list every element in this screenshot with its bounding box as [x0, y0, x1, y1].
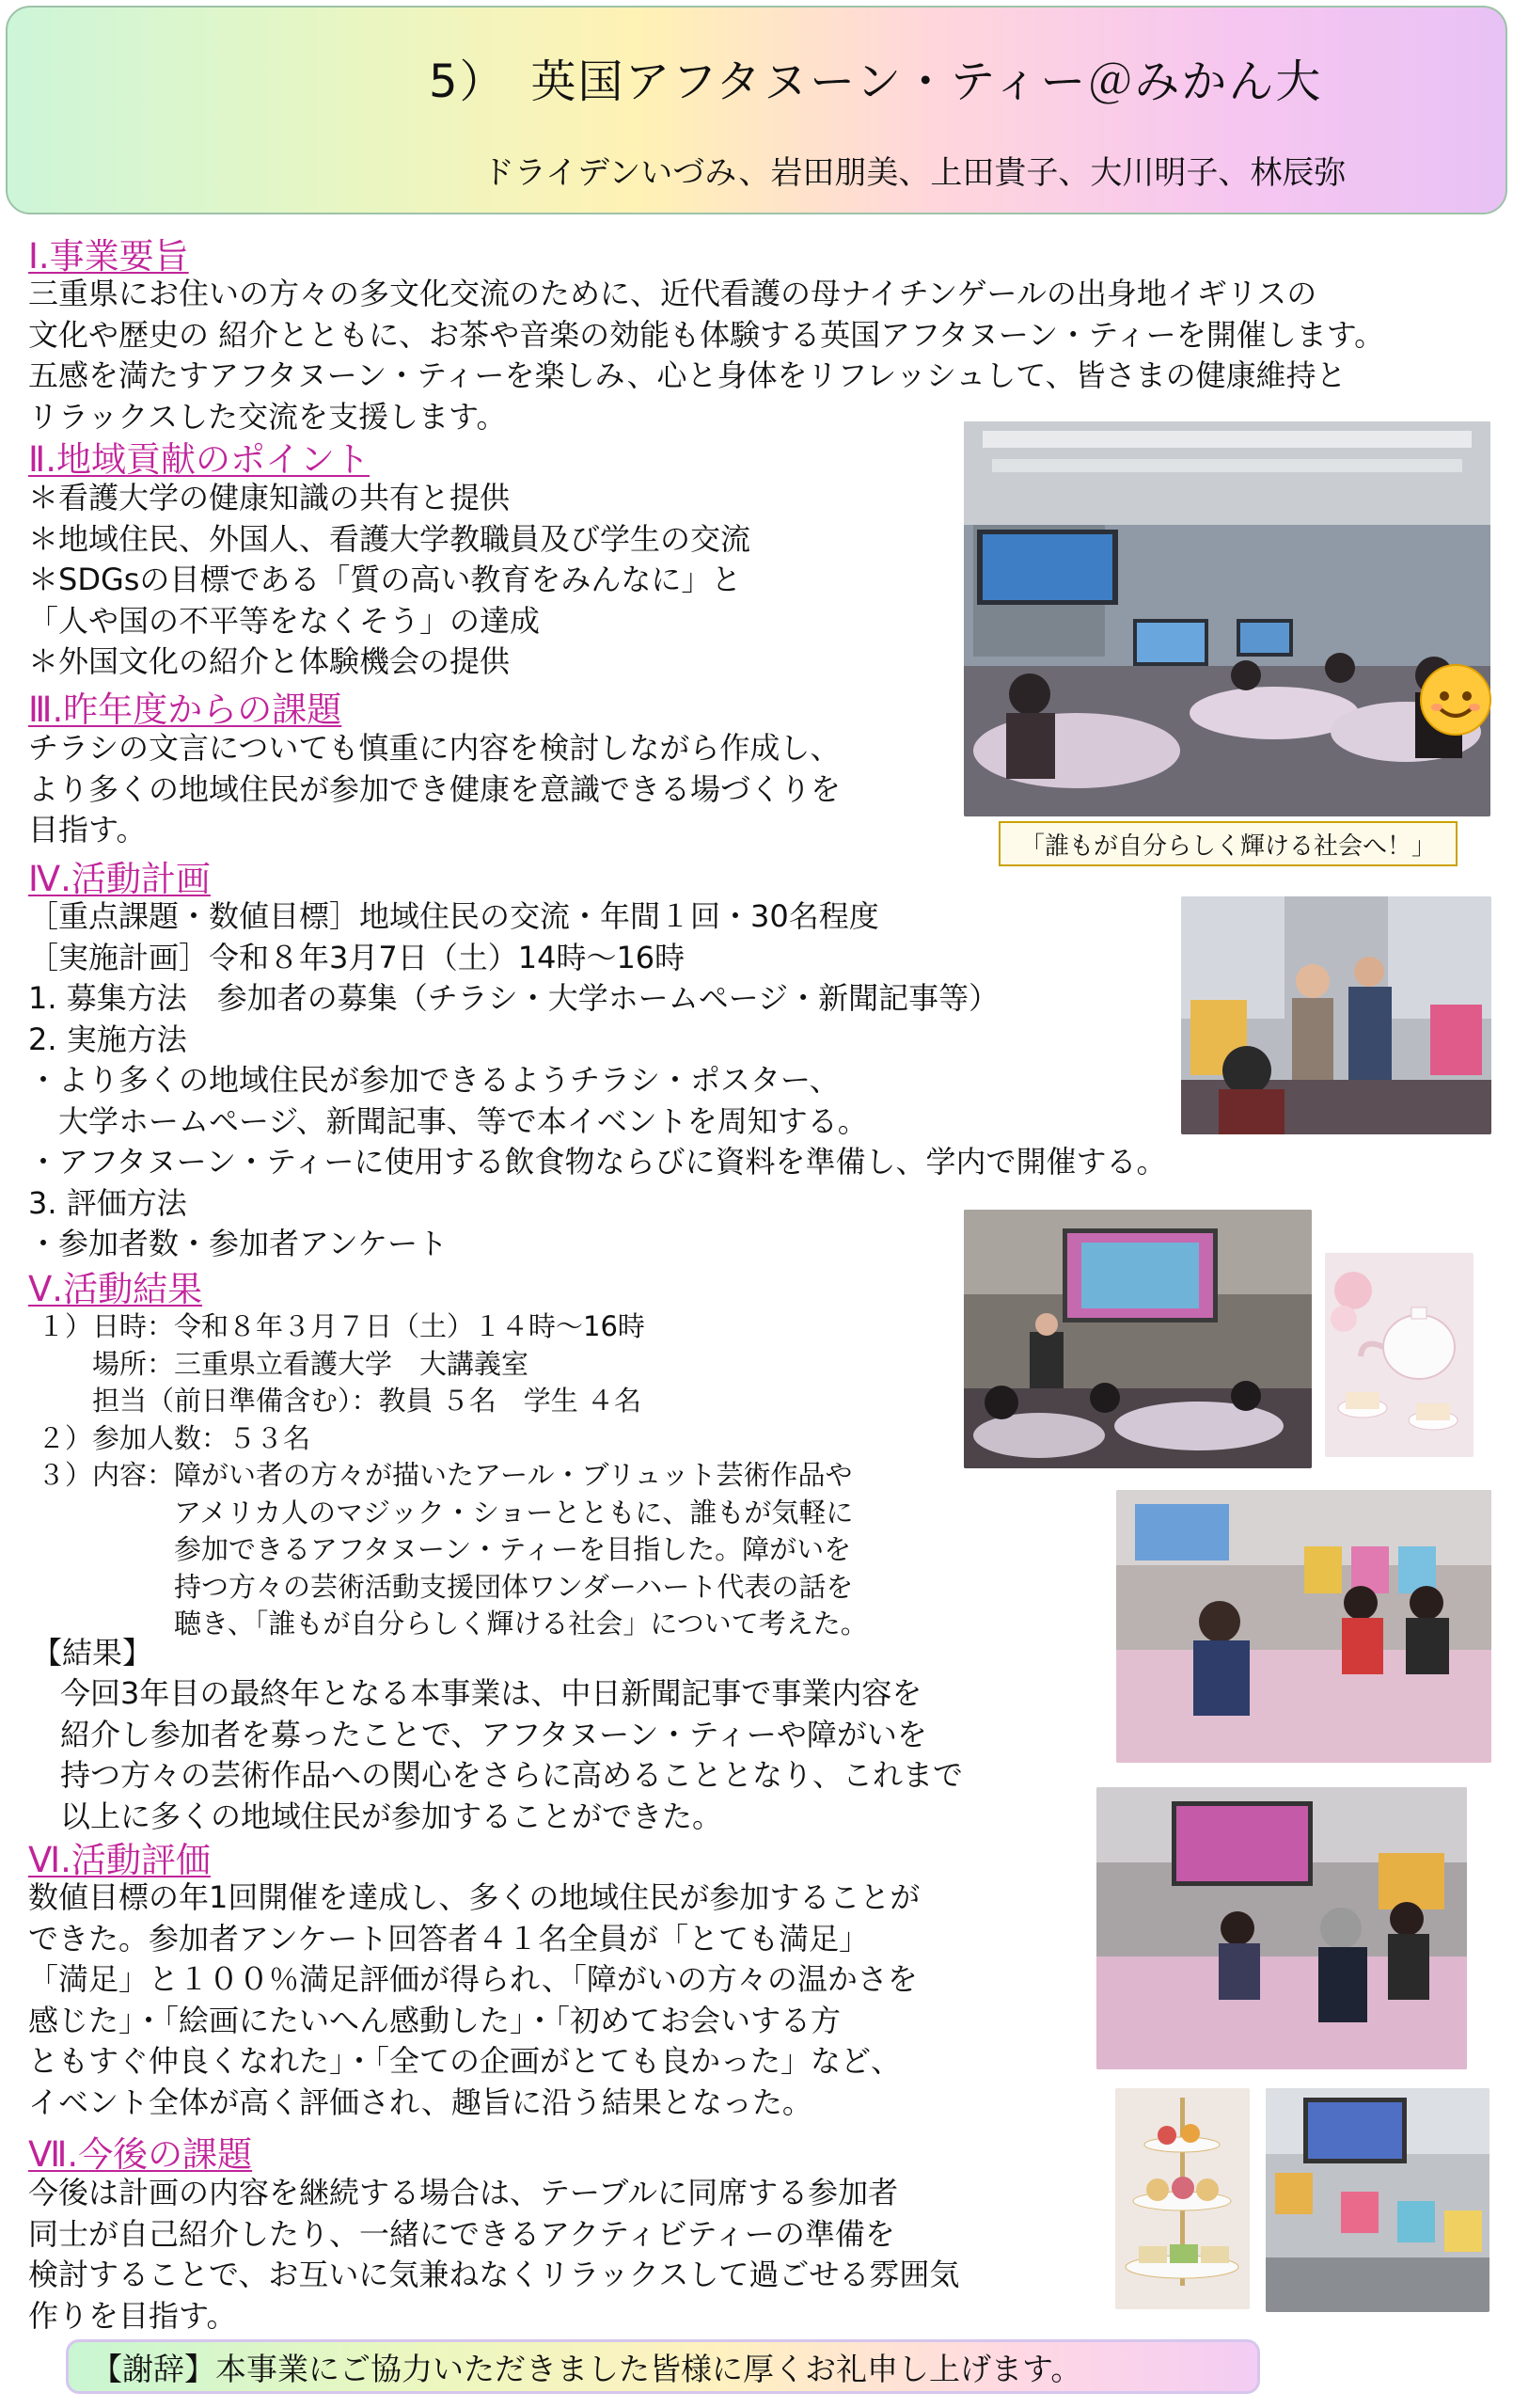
text-line: １）日時：令和８年３月７日（土）１４時～16時 [38, 1310, 645, 1342]
text-line: 「人や国の不平等をなくそう」の達成 [28, 602, 541, 639]
text-line: 検討することで、お互いに気兼ねなくリラックスして過ごせる雰囲気 [28, 2257, 960, 2292]
lecture-illustration [964, 1210, 1312, 1468]
text-line: イベント全体が高く評価され、趣旨に沿う結果となった。 [28, 2083, 812, 2120]
text-line: ＊外国文化の紹介と体験機会の提供 [28, 643, 511, 679]
text-line: 持つ方々の芸術作品への関心をさらに高めることとなり、これまで [60, 1757, 964, 1793]
text-line: 場所：三重県立看護大学 大講義室 [38, 1347, 529, 1380]
tea-party-photo-2 [1096, 1787, 1467, 2069]
section-body-3 [28, 728, 841, 851]
text-line: ・参加者数・参加者アンケート [28, 1226, 449, 1261]
text-line: 聴き、「誰もが自分らしく輝ける社会」について考えた。 [38, 1608, 868, 1640]
text-line: できた。参加者アンケート回答者４１名全員が「とても満足」 [28, 1920, 870, 1956]
lecture-photo [964, 1210, 1312, 1468]
event-hall-photo [964, 421, 1490, 816]
text-line: 今回3年目の最終年となる本事業は、中日新聞記事で事業内容を [60, 1675, 922, 1711]
text-line: 大学ホームページ、新聞記事、等で本イベントを周知する。 [28, 1102, 868, 1139]
text-line: 今後は計画の内容を継続する場合は、テーブルに同席する参加者 [28, 2175, 899, 2210]
section-heading-1: Ⅰ.事業要旨 [28, 236, 189, 277]
section-body-5 [38, 1308, 868, 1643]
text-line: ［重点課題・数値目標］地域住民の交流・年間１回・30名程度 [28, 898, 879, 934]
teapot-illustration [1325, 1253, 1474, 1457]
tea-party-illustration-2 [1096, 1787, 1467, 2069]
text-line: ［実施計画］令和８年3月7日（土）14時～16時 [28, 939, 686, 975]
text-line: 作りを目指す。 [28, 2297, 237, 2334]
text-line: 文化や歴史の 紹介とともに、お茶や音楽の効能も体験する英国アフタヌーン・ティーを開催します。 [28, 316, 1385, 353]
gallery-hall-photo [1266, 2088, 1489, 2312]
text-line: より多くの地域住民が参加でき健康を意識できる場づくりを [28, 770, 842, 807]
text-line: 2. 実施方法 [28, 1021, 187, 1057]
section-heading-7: Ⅶ.今後の課題 [28, 2134, 253, 2175]
text-line: 紹介し参加者を募ったことで、アフタヌーン・ティーや障がいを [60, 1716, 927, 1752]
section-heading-5: Ⅴ.活動結果 [28, 1269, 203, 1309]
section-heading-4: Ⅳ.活動計画 [28, 859, 211, 899]
text-line: リラックスした交流を支援します。 [28, 398, 507, 435]
result-body [60, 1673, 963, 1837]
tea-party-photo-1 [1116, 1490, 1491, 1763]
text-line: 三重県にお住いの方々の多文化交流のために、近代看護の母ナイチンゲールの出身地イギリスの [28, 276, 1317, 311]
text-line: 3. 評価方法 [28, 1184, 187, 1221]
section-body-7 [28, 2173, 959, 2337]
text-line: ＊SDGsの目標である「質の高い教育をみんなに」と [28, 562, 742, 597]
header-banner [6, 6, 1507, 214]
text-line: 参加できるアフタヌーン・ティーを目指した。障がいを [38, 1533, 852, 1565]
tea-party-illustration-1 [1116, 1490, 1491, 1763]
author-list: ドライデンいづみ、岩田朋美、上田貴子、大川明子、林辰弥 [482, 154, 1347, 192]
section-heading-3: Ⅲ.昨年度からの課題 [28, 689, 342, 730]
text-line: 目指す。 [28, 812, 147, 848]
teapot-photo [1325, 1253, 1474, 1457]
text-line: 1. 募集方法 参加者の募集（チラシ・大学ホームページ・新聞記事等） [28, 980, 1000, 1016]
section-body-1 [28, 274, 1384, 437]
text-line: ３）内容：障がい者の方々が描いたアール・ブリュット芸術作品や [38, 1459, 853, 1491]
photo-caption: 「誰もが自分らしく輝ける社会へ！」 [999, 821, 1458, 866]
magic-show-photo [1181, 896, 1491, 1134]
cake-stand-illustration [1115, 2088, 1250, 2309]
text-line: アメリカ人のマジック・ショーとともに、誰もが気軽に [38, 1496, 854, 1529]
text-line: チラシの文言についても慎重に内容を検討しながら作成し、 [28, 730, 841, 766]
text-line: 数値目標の年1回開催を達成し、多くの地域住民が参加することが [28, 1879, 921, 1915]
text-line: 「満足」と１００％満足評価が得られ、「障がいの方々の温かさを [28, 1961, 918, 1997]
section-body-2 [28, 478, 750, 683]
text-line: 同士が自己紹介したり、一緒にできるアクティビティーの準備を [28, 2215, 895, 2252]
text-line: 持つ方々の芸術活動支援団体ワンダーハート代表の話を [38, 1570, 854, 1603]
event-hall-illustration [964, 421, 1490, 816]
magic-show-illustration [1181, 896, 1491, 1134]
text-line: ・アフタヌーン・ティーに使用する飲食物ならびに資料を準備し、学内で開催する。 [28, 1144, 1167, 1180]
text-line: ＊地域住民、外国人、看護大学教職員及び学生の交流 [28, 520, 751, 557]
text-line: ともすぐ仲良くなれた」・「全ての企画がとても良かった」など、 [28, 2043, 902, 2079]
section-body-6 [28, 1877, 920, 2123]
smiling-face-icon [1420, 664, 1491, 736]
text-line: 担当（前日準備含む）：教員 ５名 学生 ４名 [38, 1385, 641, 1417]
result-label: 【結果】 [32, 1635, 153, 1671]
text-line: 以上に多くの地域住民が参加することができた。 [60, 1798, 723, 1834]
acknowledgement-banner: 【謝辞】本事業にご協力いただきました皆様に厚くお礼申し上げます。 [66, 2339, 1260, 2394]
cake-stand-photo [1115, 2088, 1250, 2309]
text-line: 感じた」・「絵画にたいへん感動した」・「初めてお会いする方 [28, 2002, 842, 2038]
text-line: ・より多くの地域住民が参加できるようチラシ・ポスター、 [28, 1062, 840, 1098]
text-line: ＊看護大学の健康知識の共有と提供 [28, 480, 511, 515]
gallery-hall-illustration [1266, 2088, 1489, 2312]
text-line: 五感を満たすアフタヌーン・ティーを楽しみ、心と身体をリフレッシュして、皆さまの健康維持と [28, 357, 1347, 393]
section-heading-2: Ⅱ.地域貢献のポイント [28, 439, 370, 480]
section-heading-6: Ⅵ.活動評価 [28, 1840, 211, 1880]
text-line: ２）参加人数：５３名 [38, 1421, 311, 1454]
page-title: 5） 英国アフタヌーン・ティー＠みかん大 [429, 55, 1323, 108]
